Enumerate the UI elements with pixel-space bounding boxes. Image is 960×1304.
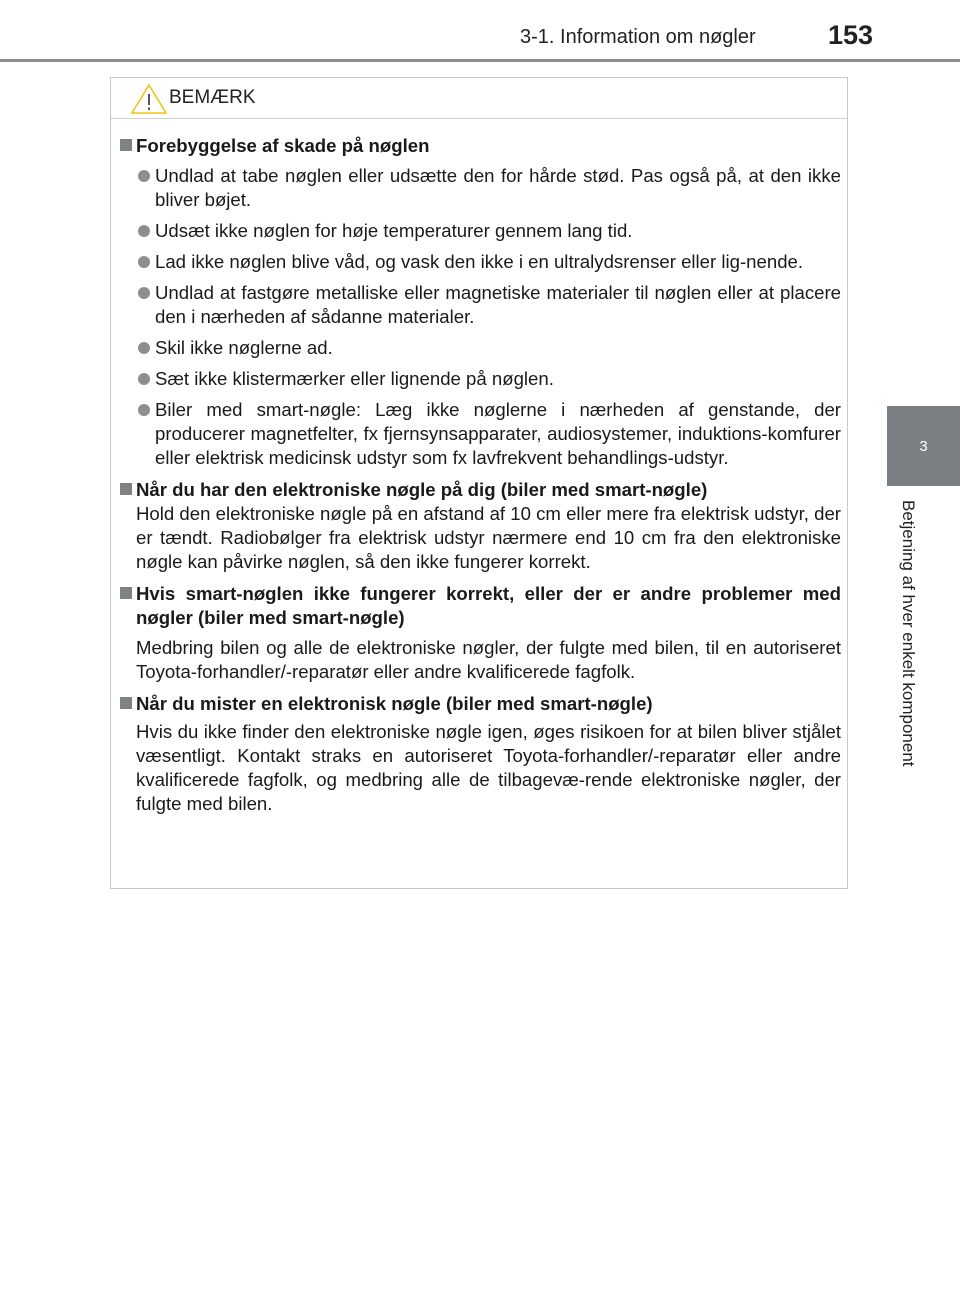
bullet-dot-icon [138, 170, 150, 182]
section-heading: Forebyggelse af skade på nøglen [119, 134, 841, 158]
square-bullet-icon [120, 483, 132, 495]
chapter-title: Betjening af hver enkelt komponent [899, 500, 918, 767]
square-bullet-icon [120, 697, 132, 709]
warning-triangle-icon [129, 83, 169, 115]
list-item: Lad ikke nøglen blive våd, og vask den ikke i en ultralydsrenser eller lig-nende. [119, 250, 841, 274]
bullet-dot-icon [138, 287, 150, 299]
square-bullet-icon [120, 587, 132, 599]
list-item: Undlad at tabe nøglen eller udsætte den for hårde stød. Pas også på, at den ikke bliver bøjet. [119, 164, 841, 212]
section-body: Hvis du ikke finder den elektroniske nøgle igen, øges risikoen for at bilen bliver stjålet væsentligt. Kontakt straks en autoriseret Toyota-forhandler/-reparatør eller andre kvalificerede fagfolk, og medbring alle de tilbagevæ-rende elektroniske nøgler, der fulgte med bilen. [136, 721, 841, 814]
section-heading: Når du mister en elektronisk nøgle (biler med smart-nøgle) [119, 692, 841, 716]
header-title: 3-1. Information om nøgler [520, 26, 756, 48]
section-body: Medbring bilen og alle de elektroniske nøgler, der fulgte med bilen, til en autoriseret Toyota-forhandler/-reparatør eller andre kvalificerede fagfolk. [136, 637, 841, 682]
bullet-dot-icon [138, 225, 150, 237]
list-item: Udsæt ikke nøglen for høje temperaturer gennem lang tid. [119, 219, 841, 243]
bullet-dot-icon [138, 373, 150, 385]
header-rule [0, 59, 960, 62]
page-number: 153 [828, 20, 874, 50]
notice-box [110, 77, 848, 889]
list-item: Skil ikke nøglerne ad. [119, 336, 841, 360]
chapter-number: 3 [919, 437, 928, 455]
chapter-tab [887, 406, 960, 486]
bullet-dot-icon [138, 256, 150, 268]
notice-content [119, 134, 841, 816]
square-bullet-icon [120, 139, 132, 151]
list-item: Sæt ikke klistermærker eller lignende på nøglen. [119, 367, 841, 391]
list-item: Undlad at fastgøre metalliske eller magnetiske materialer til nøglen eller at placere den i nærheden af sådanne materialer. [119, 281, 841, 329]
section-heading: Hvis smart-nøglen ikke fungerer korrekt, eller der er andre problemer med nøgler (biler med smart-nøgle) [119, 582, 841, 630]
notice-header [111, 78, 847, 119]
section-body: Hold den elektroniske nøgle på en afstand af 10 cm eller mere fra elektrisk udstyr, der er tændt. Radiobølger fra elektrisk udstyr nærmere end 10 cm fra den elektroniske nøgle kan påvirke nøglen, så den ikke fungerer korrekt. [136, 503, 841, 572]
bullet-dot-icon [138, 404, 150, 416]
section-heading: Når du har den elektroniske nøgle på dig (biler med smart-nøgle) [119, 478, 841, 502]
notice-label: BEMÆRK [169, 87, 256, 108]
bullet-dot-icon [138, 342, 150, 354]
list-item: Biler med smart-nøgle: Læg ikke nøglerne i nærheden af genstande, der producerer magnetfelter, fx fjernsynsapparater, audiosystemer, induktions-komfurer eller elektrisk medicinsk udstyr som fx lavfrekvent behandlings-udstyr. [119, 398, 841, 470]
